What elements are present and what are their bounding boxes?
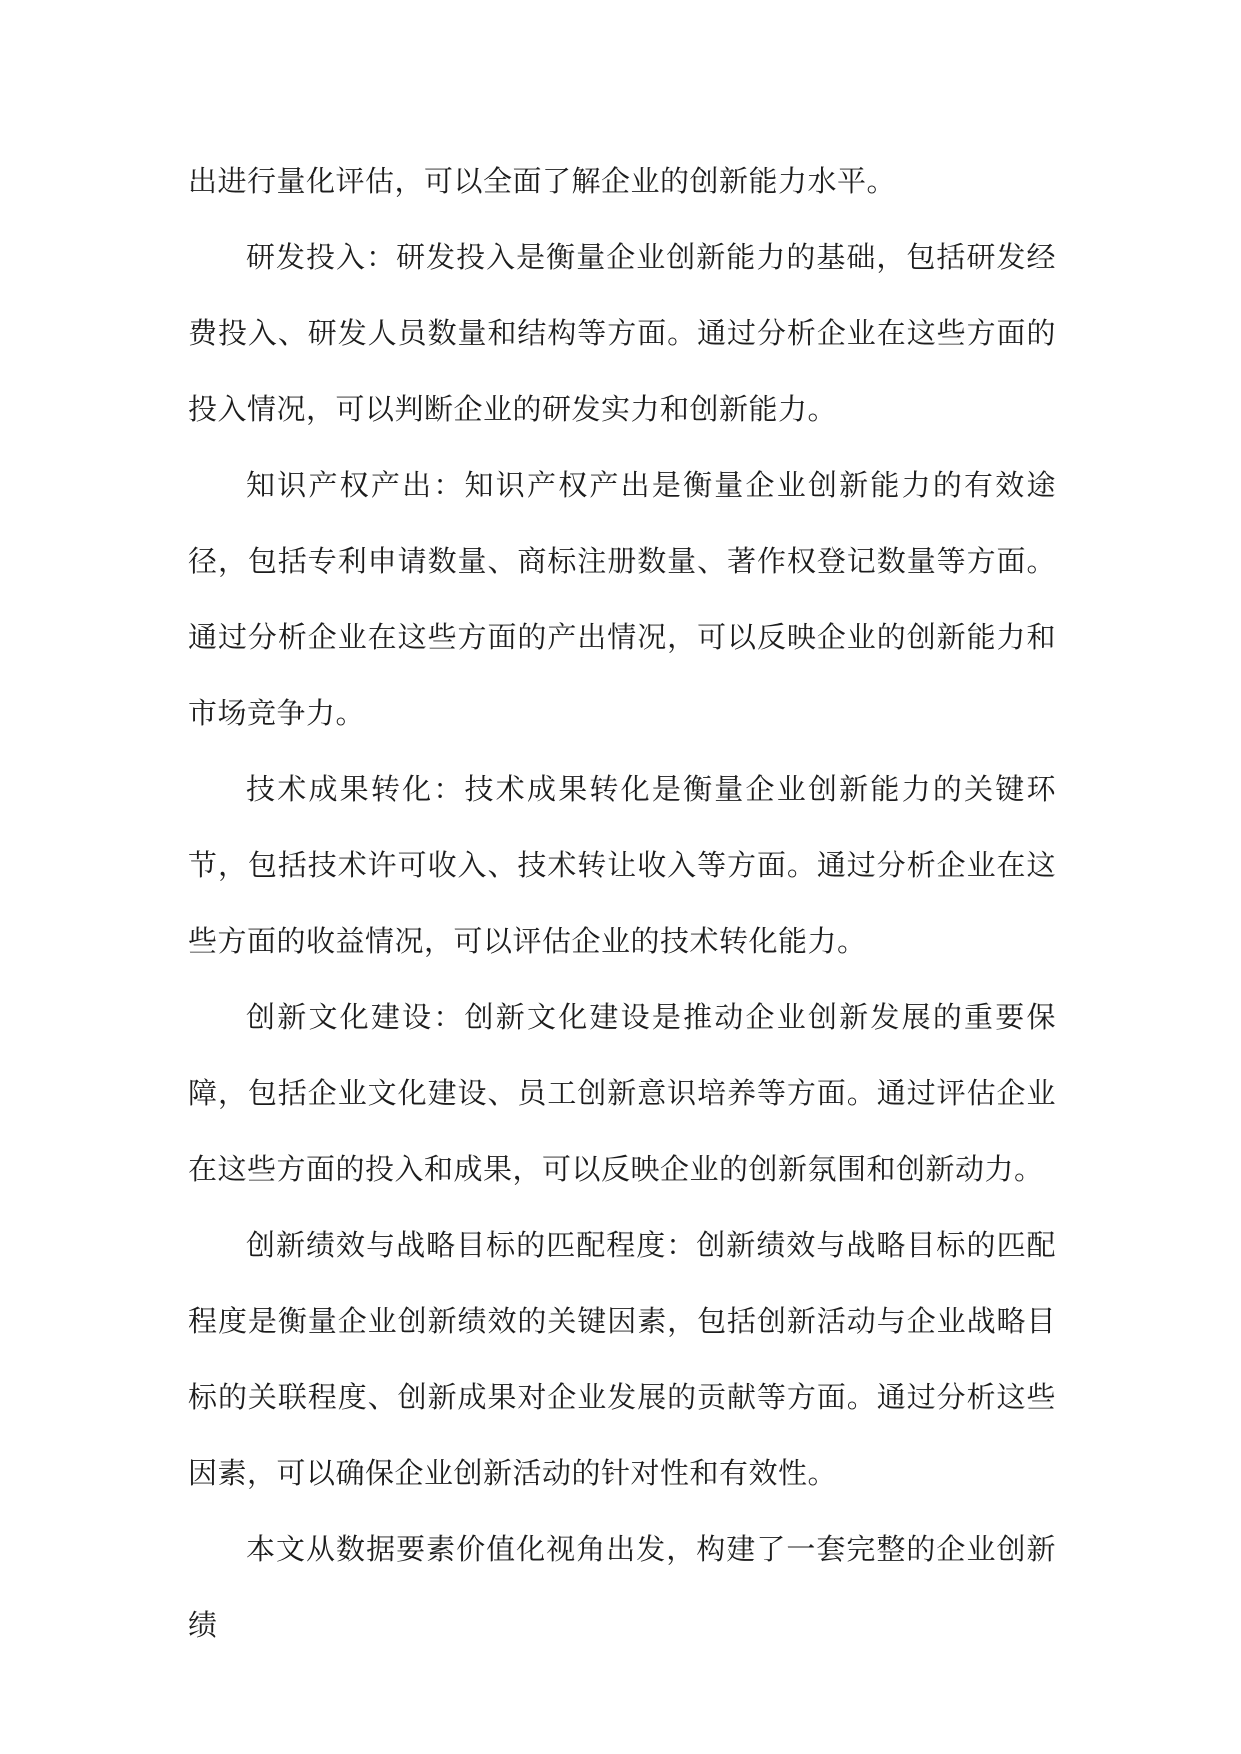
paragraph-tech-transfer: 技术成果转化：技术成果转化是衡量企业创新能力的关键环节，包括技术许可收入、技术转让收入等方面。通过分析企业在这些方面的收益情况，可以评估企业的技术转化能力。 xyxy=(188,772,1056,958)
paragraph-innovation-culture: 创新文化建设：创新文化建设是推动企业创新发展的重要保障，包括企业文化建设、员工创新意识培养等方面。通过评估企业在这些方面的投入和成果，可以反映企业的创新氛围和创新动力。 xyxy=(188,1000,1056,1186)
paragraph-continuation: 出进行量化评估，可以全面了解企业的创新能力水平。 xyxy=(188,164,897,198)
paragraph-strategy-alignment: 创新绩效与战略目标的匹配程度：创新绩效与战略目标的匹配程度是衡量企业创新绩效的关键因素，包括创新活动与企业战略目标的关联程度、创新成果对企业发展的贡献等方面。通过分析这些因素，可以确保企业创新活动的针对性和有效性。 xyxy=(188,1228,1056,1490)
paragraph-rd-investment: 研发投入：研发投入是衡量企业创新能力的基础，包括研发经费投入、研发人员数量和结构等方面。通过分析企业在这些方面的投入情况，可以判断企业的研发实力和创新能力。 xyxy=(188,240,1056,426)
document-body xyxy=(188,143,1056,1663)
paragraph-conclusion-start: 本文从数据要素价值化视角出发，构建了一套完整的企业创新绩 xyxy=(188,1532,1056,1642)
paragraph-ip-output: 知识产权产出：知识产权产出是衡量企业创新能力的有效途径，包括专利申请数量、商标注册数量、著作权登记数量等方面。通过分析企业在这些方面的产出情况，可以反映企业的创新能力和市场竞争力。 xyxy=(188,468,1056,730)
